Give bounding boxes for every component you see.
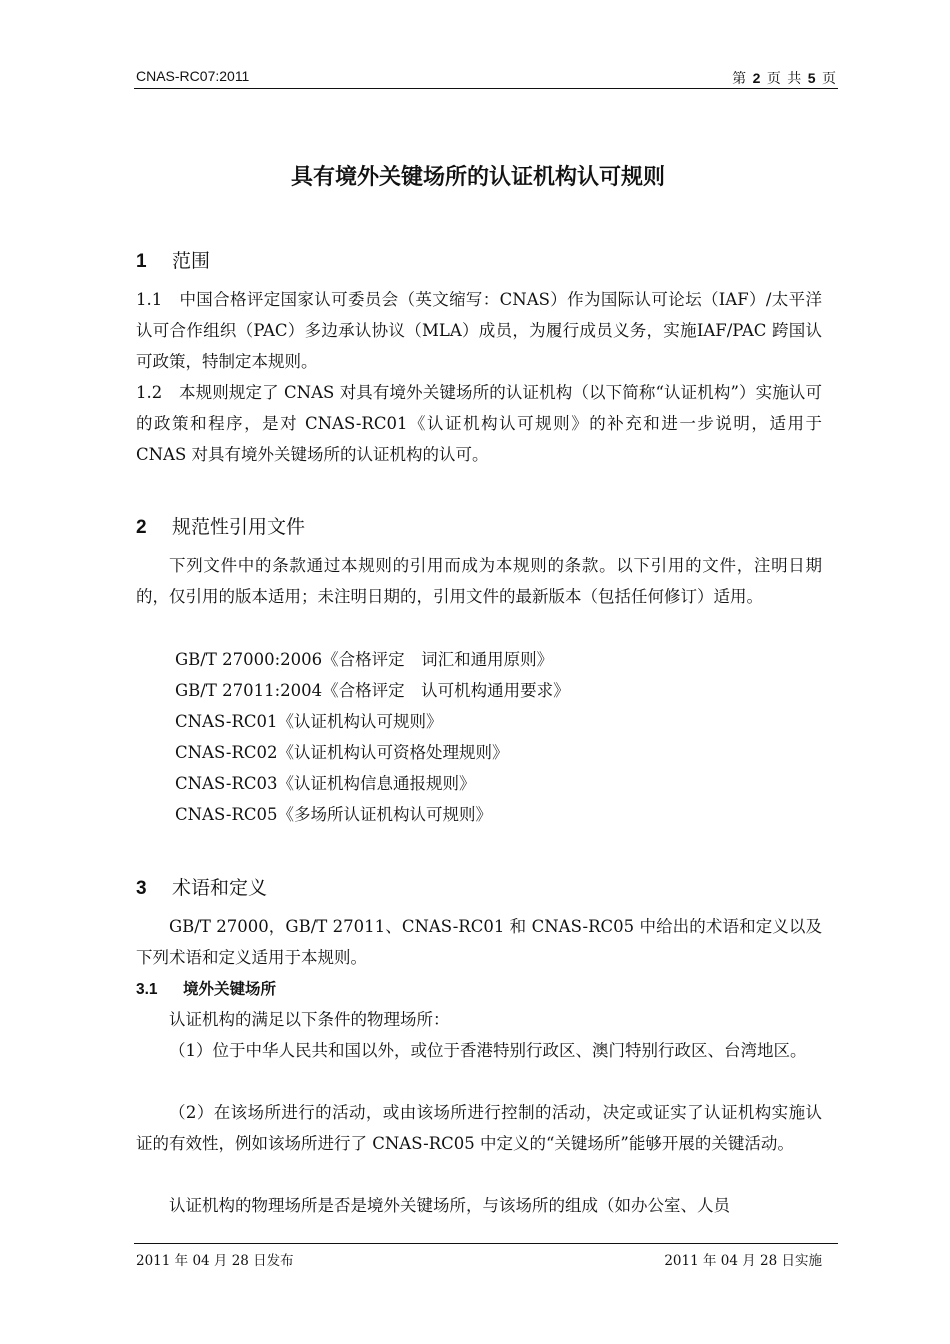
paragraph-3-intro: GB/T 27000，GB/T 27011、CNAS-RC01 和 CNAS-RC05 中给出的术语和定义以及下列术语和定义适用于本规则。 [136,917,822,967]
header-page-indicator [732,68,837,88]
footer-issue-date: 2011 年 04 月 28 日发布 [136,1253,294,1269]
paragraph-2-intro: 下列文件中的条款通过本规则的引用而成为本规则的条款。以下引用的文件，注明日期的，仅引用的版本适用；未注明日期的，引用文件的最新版本（包括任何修订）适用。 [136,556,822,606]
section-title: 范围 [172,250,211,272]
section-number: 2 [136,517,147,538]
paragraph-3-1-note: 认证机构的物理场所是否是境外关键场所，与该场所的组成（如办公室、人员 [169,1196,730,1215]
page-number: 2 [752,70,762,86]
header-divider [134,88,838,89]
paragraph-1-1: 1.1 中国合格评定国家认可委员会（英文缩写：CNAS）作为国际认可论坛（IAF）/太平洋认可合作组织（PAC）多边承认协议（MLA）成员，为履行成员义务，实施IAF/PAC 跨国认可政策，特制定本规则。 [136,290,822,371]
section-2-heading [136,512,305,539]
footer-divider [134,1243,838,1244]
page-mid: 页 共 [766,71,803,87]
page-prefix: 第 [732,71,748,87]
reference-item: CNAS-RC01《认证机构认可规则》 [175,712,443,731]
header-doc-code: CNAS-RC07:2011 [136,68,250,84]
paragraph-3-1-condition-2: （2）在该场所进行的活动，或由该场所进行控制的活动，决定或证实了认证机构实施认证的有效性，例如该场所进行了 CNAS-RC05 中定义的“关键场所”能够开展的关键活动。 [136,1103,822,1153]
footer-effective-date: 2011 年 04 月 28 日实施 [664,1253,822,1269]
page-suffix: 页 [822,71,837,87]
paragraph-1-2: 1.2 本规则规定了 CNAS 对具有境外关键场所的认证机构（以下简称“认证机构”）实施认可的政策和程序，是对 CNAS-RC01《认证机构认可规则》的补充和进一步说明，适用于 CNAS 对具有境外关键场所的认证机构的认可。 [136,383,822,464]
section-number: 1 [136,251,147,272]
subsection-3-1-heading [136,977,276,999]
paragraph-3-1-intro: 认证机构的满足以下条件的物理场所： [169,1010,450,1029]
document-title: 具有境外关键场所的认证机构认可规则 [290,165,665,190]
paragraph-3-1-condition-1: （1）位于中华人民共和国以外，或位于香港特别行政区、澳门特别行政区、台湾地区。 [169,1041,807,1060]
section-1-heading [136,246,210,273]
section-title: 术语和定义 [172,877,268,899]
reference-item: GB/T 27000:2006《合格评定 词汇和通用原则》 [175,650,554,669]
section-title: 规范性引用文件 [172,516,306,538]
subsection-number: 3.1 [136,981,158,998]
reference-item: CNAS-RC05《多场所认证机构认可规则》 [175,805,493,824]
subsection-title: 境外关键场所 [183,980,277,998]
reference-item: GB/T 27011:2004《合格评定 认可机构通用要求》 [175,681,570,700]
section-3-heading [136,873,267,900]
section-number: 3 [136,878,147,899]
page-total: 5 [807,70,817,86]
reference-item: CNAS-RC03《认证机构信息通报规则》 [175,774,476,793]
reference-item: CNAS-RC02《认证机构认可资格处理规则》 [175,743,509,762]
